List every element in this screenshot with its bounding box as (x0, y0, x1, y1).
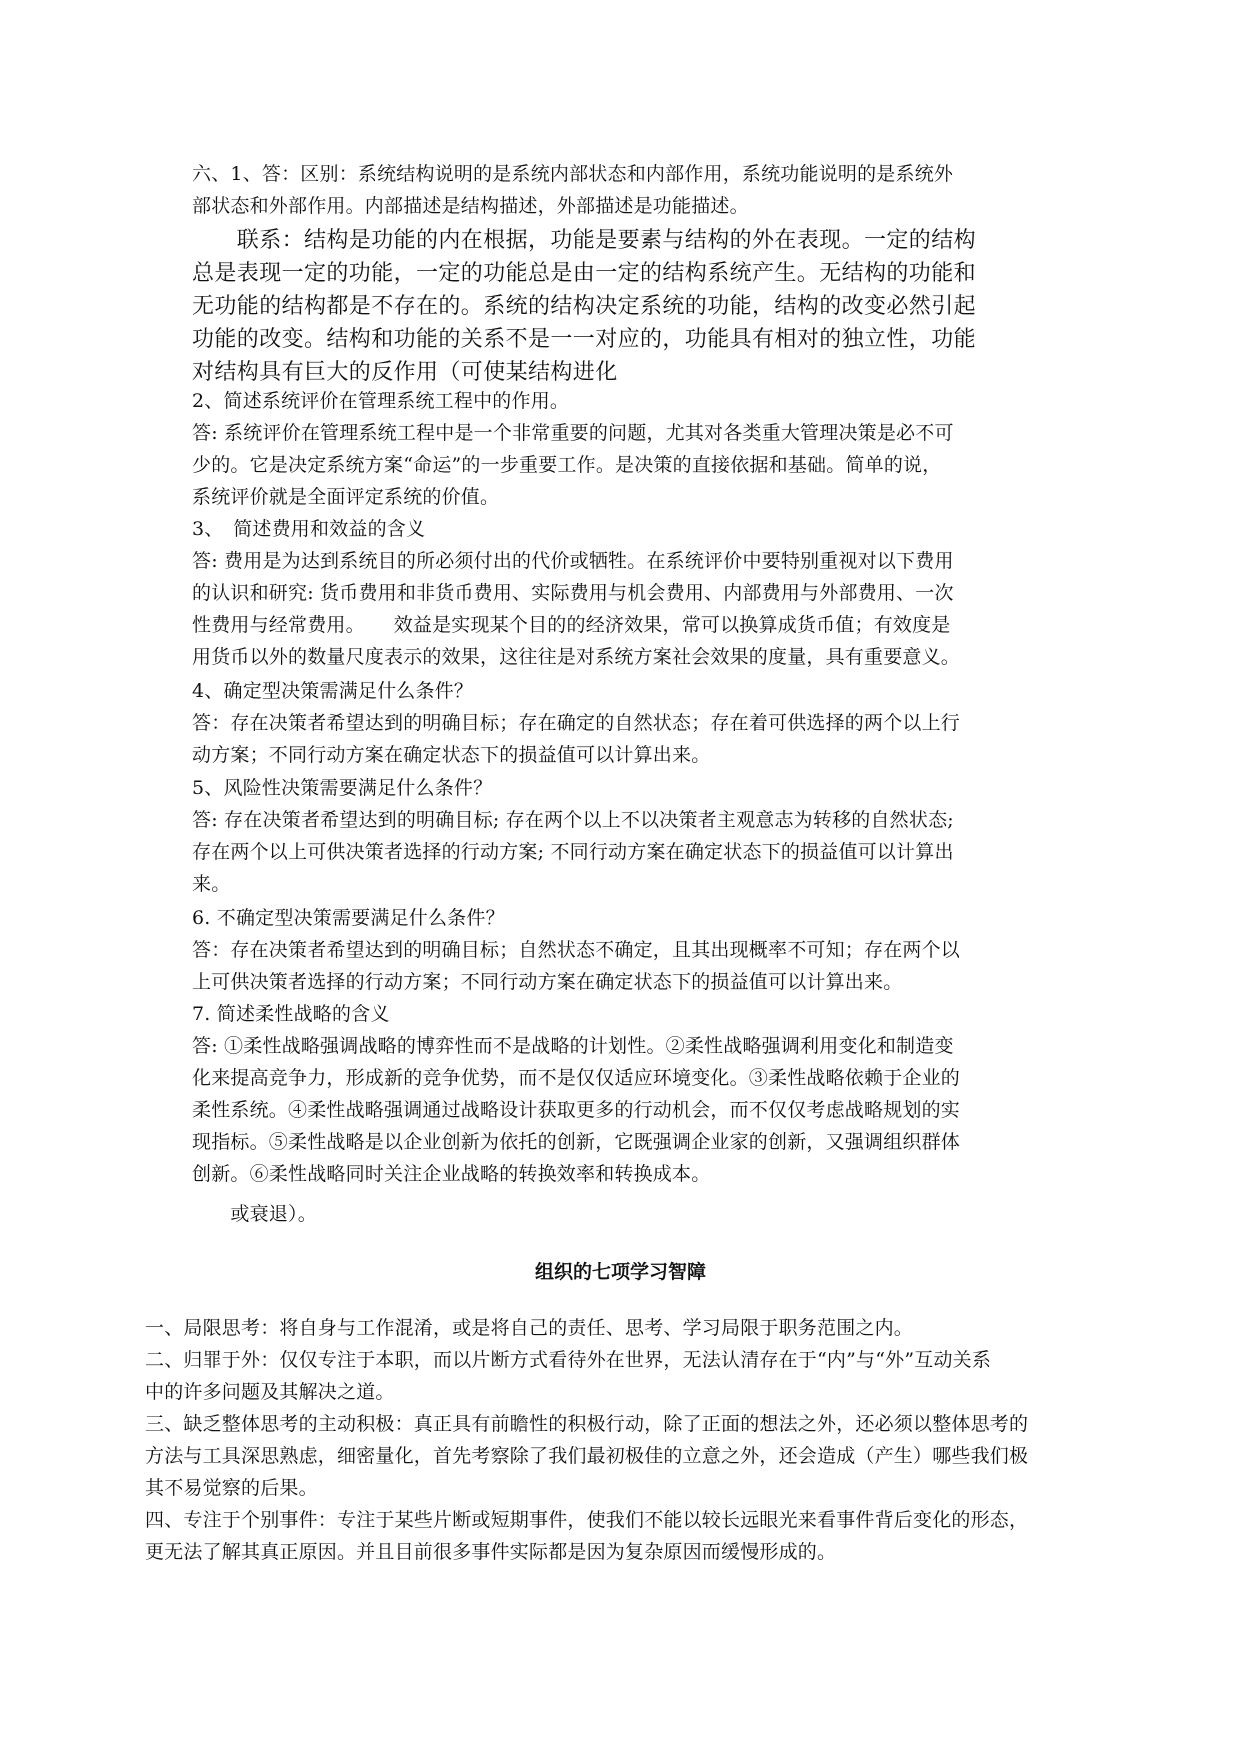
q7-block (192, 998, 1052, 1190)
text-line: 对结构具有巨大的反作用（可使某结构进化 (192, 360, 618, 385)
text-line: 化来提高竞争力，形成新的竞争优势，而不是仅仅适应环境变化。③柔性战略依赖于企业的 (192, 1067, 961, 1089)
text-line: 答: 费用是为达到系统目的所必须付出的代价或牺牲。在系统评价中要特别重视对以下费用 (192, 550, 954, 572)
text-line: 性费用与经常费用。 效益是实现某个目的的经济效果，常可以换算成货币值；有效度是 (192, 614, 951, 636)
text-line: 来。 (192, 873, 231, 895)
text-line: 答: 存在决策者希望达到的明确目标; 存在两个以上不以决策者主观意志为转移的自然状态; (192, 809, 954, 831)
text-line: 系统评价就是全面评定系统的价值。 (192, 486, 500, 508)
section-title: 组织的七项学习智障 (534, 1261, 706, 1283)
text-line: 中的许多问题及其解决之道。 (145, 1381, 395, 1403)
q3-block (192, 513, 1052, 673)
text-line: 二、归罪于外：仅仅专注于本职，而以片断方式看待外在世界，无法认清存在于“内”与“外”互动关系 (145, 1349, 992, 1371)
question-heading: 3、 简述费用和效益的含义 (192, 518, 426, 540)
q1-answer-block (192, 158, 1052, 222)
text-line: 动方案；不同行动方案在确定状态下的损益值可以计算出来。 (192, 744, 711, 766)
text-line: 一、局限思考：将自身与工作混淆，或是将自己的责任、思考、学习局限于职务范围之内。 (145, 1317, 914, 1339)
question-heading: 4、确定型决策需满足什么条件？ (192, 680, 474, 702)
text-line: 三、缺乏整体思考的主动积极：真正具有前瞻性的积极行动，除了正面的想法之外，还必须以整体思考的 (145, 1413, 1029, 1435)
q5-block (192, 772, 1052, 900)
text-line: 的认识和研究: 货币费用和非货币费用、实际费用与机会费用、内部费用与外部费用、一次 (192, 582, 954, 604)
text-line: 少的。它是决定系统方案“命运”的一步重要工作。是决策的直接依据和基础。简单的说， (192, 454, 942, 476)
text-line: 四、专注于个别事件：专注于某些片断或短期事件，使我们不能以较长远眼光来看事件背后变化的形态， (145, 1509, 1029, 1531)
text-line: 其不易觉察的后果。 (145, 1477, 318, 1499)
question-heading: 5、风险性决策需要满足什么条件？ (192, 777, 493, 799)
q1-link-block (192, 224, 1052, 389)
text-line: 联系：结构是功能的内在根据，功能是要素与结构的外在表现。一定的结构 (192, 228, 977, 253)
q1-tail-block (192, 1198, 1052, 1230)
text-line: 无功能的结构都是不存在的。系统的结构决定系统的功能，结构的改变必然引起 (192, 294, 977, 319)
question-heading: 7. 简述柔性战略的含义 (192, 1003, 390, 1025)
text-line: 或衰退）。 (192, 1203, 317, 1225)
q6-block (192, 902, 1052, 998)
question-heading: 6. 不确定型决策需要满足什么条件？ (192, 907, 505, 929)
text-line: 总是表现一定的功能，一定的功能总是由一定的结构系统产生。无结构的功能和 (192, 261, 977, 286)
text-line: 柔性系统。④柔性战略强调通过战略设计获取更多的行动机会，而不仅仅考虑战略规划的实 (192, 1099, 961, 1121)
text-line: 更无法了解其真正原因。并且目前很多事件实际都是因为复杂原因而缓慢形成的。 (145, 1541, 837, 1563)
text-line: 现指标。⑤柔性战略是以企业创新为依托的创新，它既强调企业家的创新，又强调组织群体 (192, 1131, 961, 1153)
learning-disabilities-block (145, 1312, 1105, 1568)
text-line: 功能的改变。结构和功能的关系不是一一对应的，功能具有相对的独立性，功能 (192, 327, 977, 352)
text-line: 答：存在决策者希望达到的明确目标；存在确定的自然状态；存在着可供选择的两个以上行 (192, 712, 961, 734)
text-line: 答: ①柔性战略强调战略的博弈性而不是战略的计划性。②柔性战略强调利用变化和制造变 (192, 1035, 954, 1057)
text-line: 上可供决策者选择的行动方案；不同行动方案在确定状态下的损益值可以计算出来。 (192, 971, 903, 993)
text-line: 方法与工具深思熟虑，细密量化，首先考察除了我们最初极佳的立意之外，还会造成（产生）哪些我们极 (145, 1445, 1029, 1467)
text-line: 答: 系统评价在管理系统工程中是一个非常重要的问题，尤其对各类重大管理决策是必不可 (192, 422, 954, 444)
question-heading: 2、简述系统评价在管理系统工程中的作用。 (192, 390, 570, 412)
text-line: 部状态和外部作用。内部描述是结构描述，外部描述是功能描述。 (192, 195, 749, 217)
text-line: 用货币以外的数量尺度表示的效果，这往往是对系统方案社会效果的度量，具有重要意义。 (192, 646, 961, 668)
text-line: 存在两个以上可供决策者选择的行动方案; 不同行动方案在确定状态下的损益值可以计算出 (192, 841, 954, 863)
text-line: 六、1、答：区别：系统结构说明的是系统内部状态和内部作用，系统功能说明的是系统外 (192, 163, 954, 185)
text-line: 创新。⑥柔性战略同时关注企业战略的转换效率和转换成本。 (192, 1163, 711, 1185)
q2-block (192, 385, 1052, 513)
q4-block (192, 675, 1052, 771)
text-line: 答：存在决策者希望达到的明确目标；自然状态不确定，且其出现概率不可知；存在两个以 (192, 939, 961, 961)
